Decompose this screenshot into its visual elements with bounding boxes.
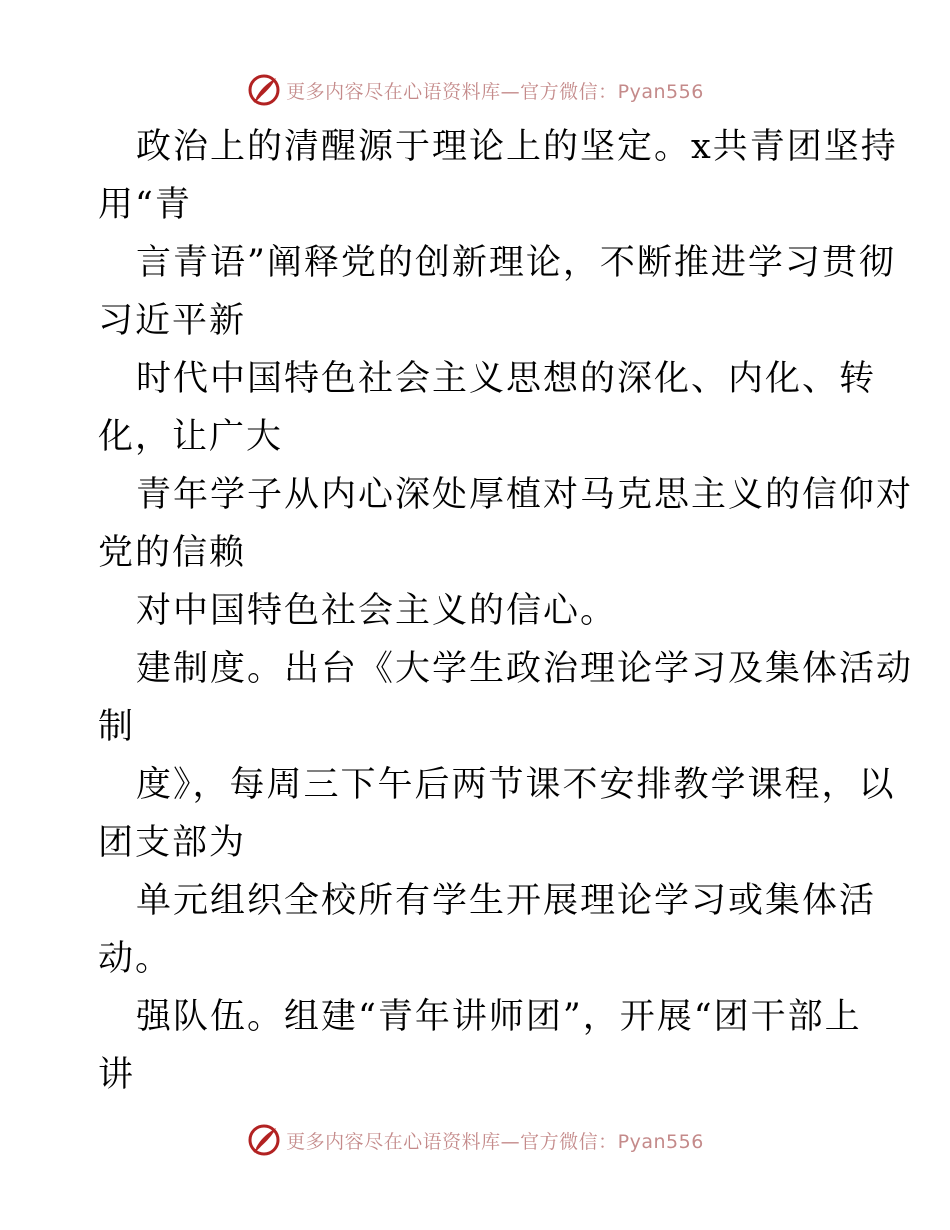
paragraph-line: 时代中国特色社会主义思想的深化、内化、转 [136,359,877,399]
paragraph-line: 党的信赖 [98,533,247,573]
paragraph-line: 单元组织全校所有学生开展理论学习或集体活 [136,881,877,921]
paragraph-line: 建制度。出台《大学生政治理论学习及集体活动 [136,649,914,689]
paragraph-line: 制 [98,707,136,747]
paragraph-line: 政治上的清醒源于理论上的坚定。x共青团坚持 [136,127,898,167]
paragraph-line: 动。 [98,939,173,979]
paragraph-line: 言青语”阐释党的创新理论，不断推进学习贯彻 [136,243,896,283]
paragraph-line: 习近平新 [98,301,247,341]
header-banner [0,70,950,110]
header-banner-text: 更多内容尽在心语资料库—官方微信：Pyan556 [286,80,704,103]
paragraph-line: 讲 [98,1055,136,1095]
paragraph-line: 度》，每周三下午后两节课不安排教学课程，以 [136,765,896,805]
paragraph-line: 团支部为 [98,823,247,863]
paragraph-line: 对中国特色社会主义的信心。 [136,591,618,631]
paragraph-line: 青年学子从内心深处厚植对马克思主义的信仰对 [136,475,914,515]
quill-logo-icon [246,72,282,108]
footer-banner [0,1120,950,1160]
paragraph-line: 强队伍。组建“青年讲师团”，开展“团干部上 [136,997,862,1037]
paragraph-line: 化，让广大 [98,417,284,457]
paragraph-line: 用“青 [98,185,192,225]
footer-banner-text: 更多内容尽在心语资料库—官方微信：Pyan556 [286,1130,704,1153]
quill-logo-icon [246,1122,282,1158]
document-body [98,118,914,1104]
